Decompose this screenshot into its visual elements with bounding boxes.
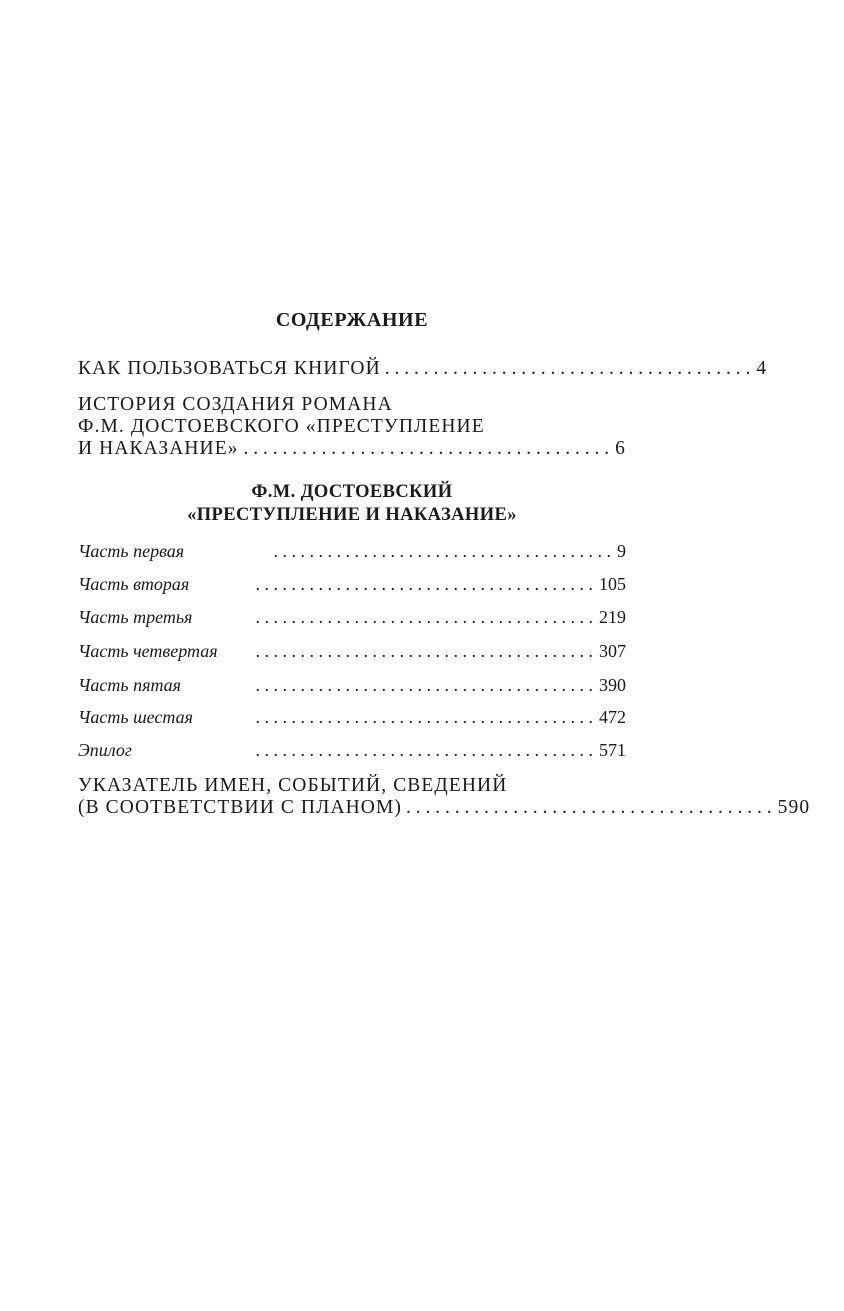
toc-leader-dots: . . . . . . . . . . . . . . . . . . . . . . . . . . . . . . . . . . . . . . bbox=[255, 740, 593, 760]
toc-page-number: 4 bbox=[756, 358, 768, 379]
toc-entry-label: Часть пятая bbox=[78, 675, 182, 695]
toc-leader-dots: . . . . . . . . . . . . . . . . . . . . . . . . . . . . . . . . . . . . . . bbox=[406, 797, 772, 818]
toc-leader-dots: . . . . . . . . . . . . . . . . . . . . . . . . . . . . . . . . . . . . . . bbox=[255, 641, 593, 661]
toc-entry-label: Часть шестая bbox=[78, 707, 193, 727]
toc-page-number: 472 bbox=[599, 707, 626, 727]
toc-leader-dots: . . . . . . . . . . . . . . . . . . . . . . . . . . . . . . . . . . . . . . bbox=[255, 607, 593, 627]
toc-page-number: 6 bbox=[615, 438, 626, 459]
toc-page-number: 105 bbox=[599, 574, 626, 594]
toc-entry-label: (В СООТВЕТСТВИИ С ПЛАНОМ) bbox=[78, 797, 403, 818]
toc-page-number: 307 bbox=[599, 641, 626, 661]
toc-page-number: 9 bbox=[617, 541, 626, 561]
toc-page-number: 390 bbox=[599, 675, 626, 695]
toc-entry-history-line1: ИСТОРИЯ СОЗДАНИЯ РОМАНА bbox=[78, 394, 393, 415]
section-heading-title: «ПРЕСТУПЛЕНИЕ И НАКАЗАНИЕ» bbox=[187, 505, 517, 525]
toc-page-number: 590 bbox=[777, 797, 811, 818]
page-title: СОДЕРЖАНИЕ bbox=[275, 309, 429, 331]
toc-entry-label: Часть третья bbox=[78, 607, 193, 627]
toc-entry-part-1[interactable] bbox=[78, 541, 626, 562]
toc-entry-part-2[interactable] bbox=[78, 574, 626, 595]
toc-entry-history-line2: Ф.М. ДОСТОЕВСКОГО «ПРЕСТУПЛЕНИЕ bbox=[78, 416, 485, 437]
toc-entry-epilogue[interactable] bbox=[78, 740, 626, 761]
toc-leader-dots: . . . . . . . . . . . . . . . . . . . . . . . . . . . . . . . . . . . . . . bbox=[243, 438, 610, 459]
toc-leader-dots: . . . . . . . . . . . . . . . . . . . . . . . . . . . . . . . . . . . . . . bbox=[255, 707, 593, 727]
toc-entry-label: Часть четвертая bbox=[78, 641, 218, 661]
toc-entry-part-6[interactable] bbox=[78, 707, 626, 728]
toc-entry-index-line1: УКАЗАТЕЛЬ ИМЕН, СОБЫТИЙ, СВЕДЕНИЙ bbox=[78, 775, 508, 796]
toc-entry-part-4[interactable] bbox=[78, 641, 626, 662]
toc-entry-label: И НАКАЗАНИЕ» bbox=[78, 438, 239, 459]
toc-entry-part-3[interactable] bbox=[78, 607, 626, 628]
toc-page-number: 219 bbox=[599, 607, 626, 627]
toc-entry-history[interactable] bbox=[78, 438, 626, 460]
toc-leader-dots: . . . . . . . . . . . . . . . . . . . . . . . . . . . . . . . . . . . . . . bbox=[255, 675, 593, 695]
toc-leader-dots: . . . . . . . . . . . . . . . . . . . . . . . . . . . . . . . . . . . . . . bbox=[273, 541, 611, 561]
toc-entry-how-to-use[interactable] bbox=[78, 358, 768, 380]
toc-leader-dots: . . . . . . . . . . . . . . . . . . . . . . . . . . . . . . . . . . . . . . bbox=[255, 574, 593, 594]
toc-entry-label: КАК ПОЛЬЗОВАТЬСЯ КНИГОЙ bbox=[78, 358, 381, 379]
toc-entry-part-5[interactable] bbox=[78, 675, 626, 696]
toc-entry-index[interactable] bbox=[78, 797, 811, 819]
toc-leader-dots: . . . . . . . . . . . . . . . . . . . . . . . . . . . . . . . . . . . . . . bbox=[384, 358, 751, 379]
toc-entry-label: Часть первая bbox=[78, 541, 185, 561]
toc-page-number: 571 bbox=[599, 740, 626, 760]
toc-entry-label: Эпилог bbox=[78, 740, 132, 760]
section-heading-author: Ф.М. ДОСТОЕВСКИЙ bbox=[251, 482, 453, 502]
toc-entry-label: Часть вторая bbox=[78, 574, 190, 594]
